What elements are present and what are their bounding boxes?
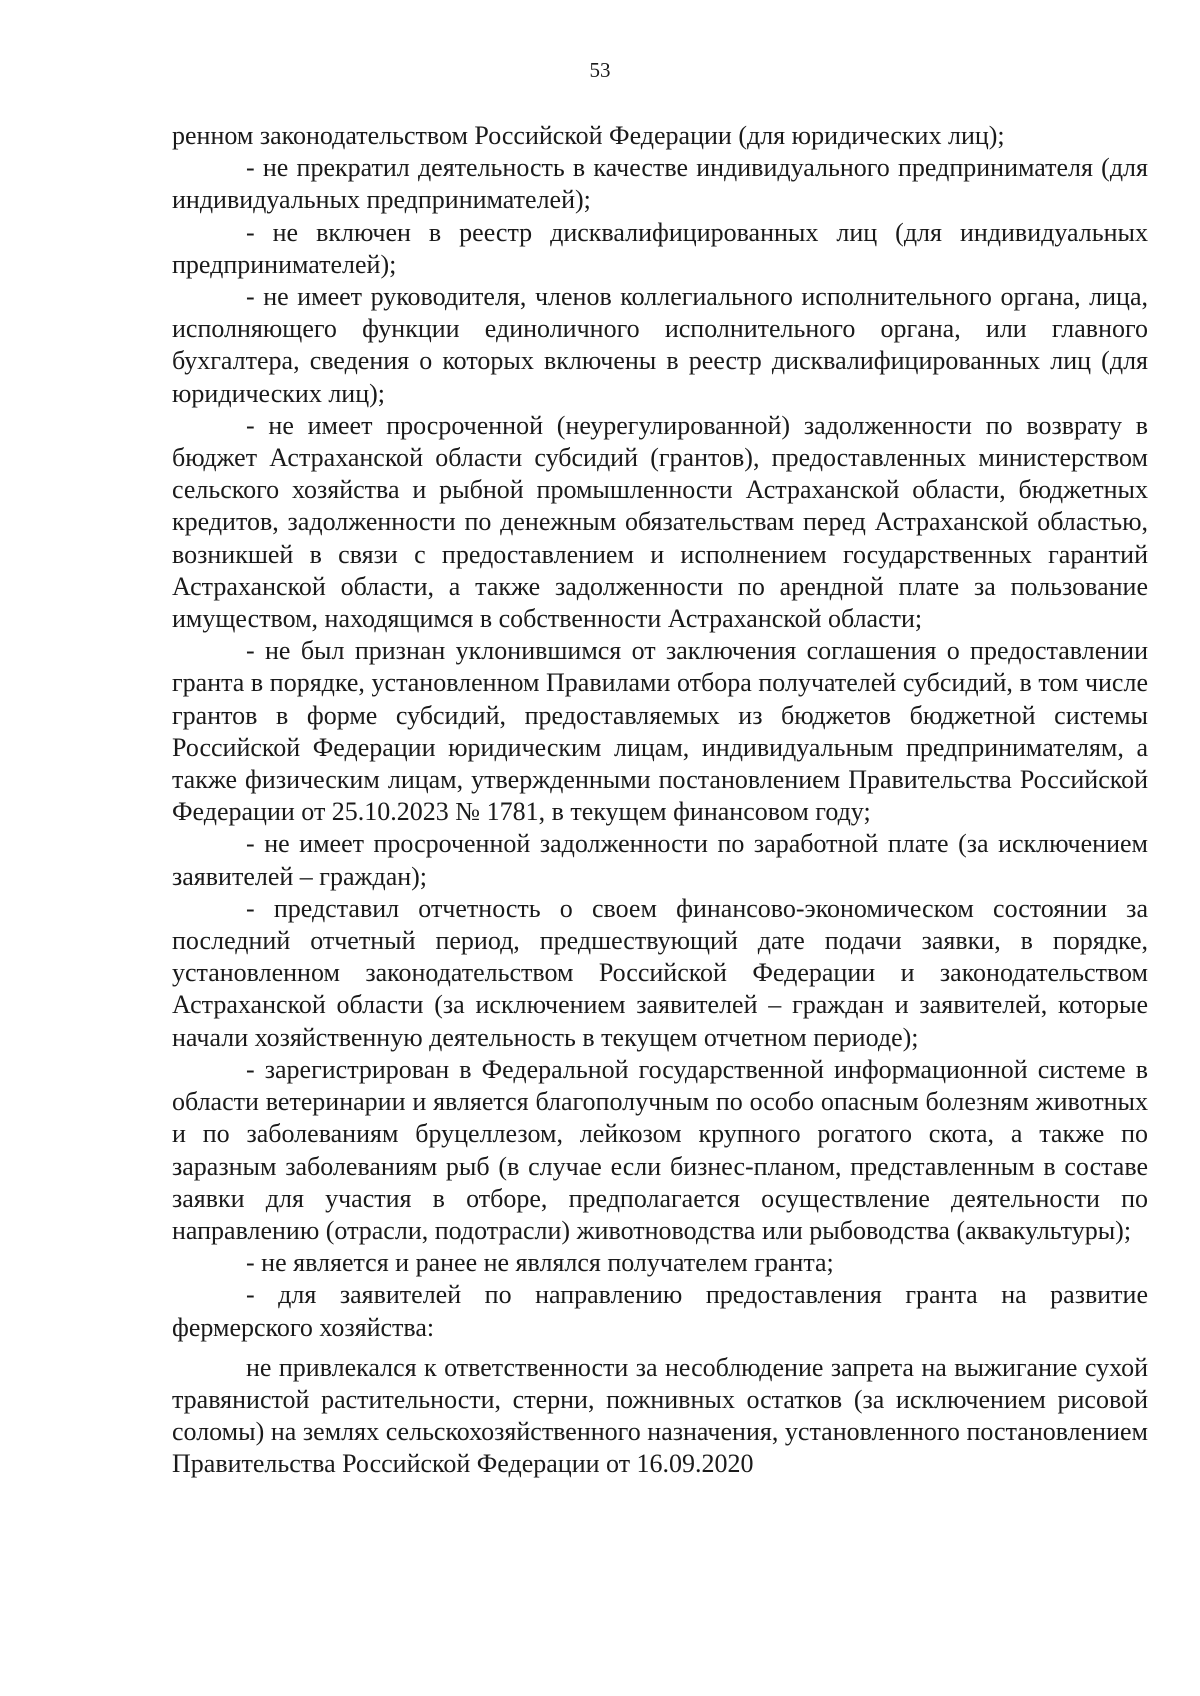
list-item-not-grant-recipient: - не является и ранее не являлся получателем гранта; <box>246 1248 834 1278</box>
paragraph-burning-ban: не привлекался к ответственности за несоблюдение запрета на выжигание сухой травянистой растительности, стерни, пожнивных остатков (за исключением рисовой соломы) на землях сельскохозяйственного назначения, установленного постановлением Правительства Российской Федерации от 16.09.2020 <box>172 1352 1148 1479</box>
list-item-no-wage-debt: - не имеет просроченной задолженности по заработной плате (за исключением заявителей – граждан); <box>172 829 1148 891</box>
list-item-not-disqualified: - не включен в реестр дисквалифицированных лиц (для индивидуальных предпринимателей); <box>172 217 1148 279</box>
list-item-not-terminated: - не прекратил деятельность в качестве индивидуального предпринимателя (для индивидуальных предпринимателей); <box>172 153 1148 215</box>
list-item-no-overdue-debt: - не имеет просроченной (неурегулированной) задолженности по возврату в бюджет Астраханской области субсидий (грантов), предоставленных министерством сельского хозяйства и рыбной промышленности Астраханской области, бюджетных кредитов, задолженности по денежным обязательствам перед Астраханской областью, возникшей в связи с предоставлением и исполнением государственных гарантий Астраханской области, а также задолженности по арендной плате за пользование имуществом, находящимся в собственности Астраханской области; <box>172 410 1148 634</box>
list-item-not-evasive: - не был признан уклонившимся от заключения соглашения о предоставлении гранта в порядке, установленном Правилами отбора получателей субсидий, в том числе грантов в форме субсидий, предоставляемых из бюджетов бюджетной системы Российской Федерации юридическим лицам, индивидуальным предпринимателям, а также физическим лицам, утвержденными постановлением Правительства Российской Федерации от 25.10.2023 № 1781, в текущем финансовом году; <box>172 636 1148 827</box>
list-item-veterinary-registration: - зарегистрирован в Федеральной государственной информационной системе в области ветеринарии и является благополучным по особо опасным болезням животных и по заболеваниям бруцеллезом, лейкозом крупного рогатого скота, а также по заразным заболеваниям рыб (в случае если бизнес-планом, представленным в составе заявки для участия в отборе, предполагается осуществление деятельности по направлению (отрасли, подотрасли) животноводства или рыбоводства (аквакультуры); <box>172 1054 1148 1245</box>
list-item-no-disqualified-management: - не имеет руководителя, членов коллегиального исполнительного органа, лица, исполняющего функции единоличного исполнительного органа, или главного бухгалтера, сведения о которых включены в реестр дисквалифицированных лиц (для юридических лиц); <box>172 282 1148 408</box>
list-item-farm-development: - для заявителей по направлению предоставления гранта на развитие фермерского хозяйства: <box>172 1280 1148 1342</box>
document-body <box>172 120 1148 1481</box>
paragraph-continuation: ренном законодательством Российской Федерации (для юридических лиц); <box>172 121 1005 150</box>
page-number: 53 <box>589 58 611 82</box>
list-item-reporting-submitted: - представил отчетность о своем финансово-экономическом состоянии за последний отчетный период, предшествующий дате подачи заявки, в порядке, установленном законодательством Российской Федерации и законодательством Астраханской области (за исключением заявителей – граждан и заявителей, которые начали хозяйственную деятельность в текущем отчетном периоде); <box>172 893 1148 1052</box>
